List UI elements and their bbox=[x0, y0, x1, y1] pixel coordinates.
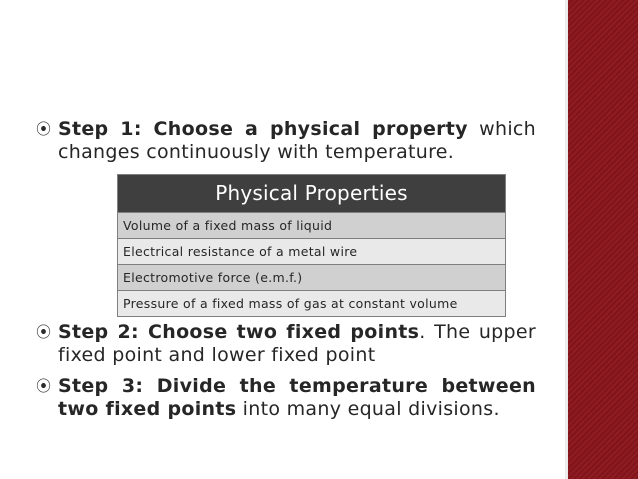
physical-properties-table bbox=[117, 174, 506, 317]
bullet-step-3 bbox=[36, 375, 536, 421]
table-header: Physical Properties bbox=[118, 175, 505, 213]
table-row: Electrical resistance of a metal wire bbox=[118, 239, 505, 265]
step-1-text: which changes continuously with temperature. bbox=[58, 118, 536, 163]
step-2-heading: Step 2: Choose two fixed points bbox=[58, 321, 420, 343]
bullet-step-1 bbox=[36, 118, 536, 164]
circled-bullet-icon: ⦿ bbox=[36, 120, 52, 138]
bullet-step-2 bbox=[36, 321, 536, 367]
step-2-text: . The upper fixed point and lower fixed point bbox=[58, 321, 537, 366]
circled-bullet-icon: ⦿ bbox=[36, 323, 52, 341]
table-row: Volume of a fixed mass of liquid bbox=[118, 213, 505, 239]
table-row: Electromotive force (e.m.f.) bbox=[118, 265, 505, 291]
step-3-heading: Step 3: Divide the temperature between two fixed points bbox=[58, 375, 536, 420]
step-1-heading: Step 1: Choose a physical property bbox=[58, 118, 468, 140]
decorative-sidebar bbox=[568, 0, 638, 479]
circled-bullet-icon: ⦿ bbox=[36, 377, 52, 395]
table-row: Pressure of a fixed mass of gas at constant volume bbox=[118, 291, 505, 316]
step-3-text: into many equal divisions. bbox=[236, 398, 500, 420]
